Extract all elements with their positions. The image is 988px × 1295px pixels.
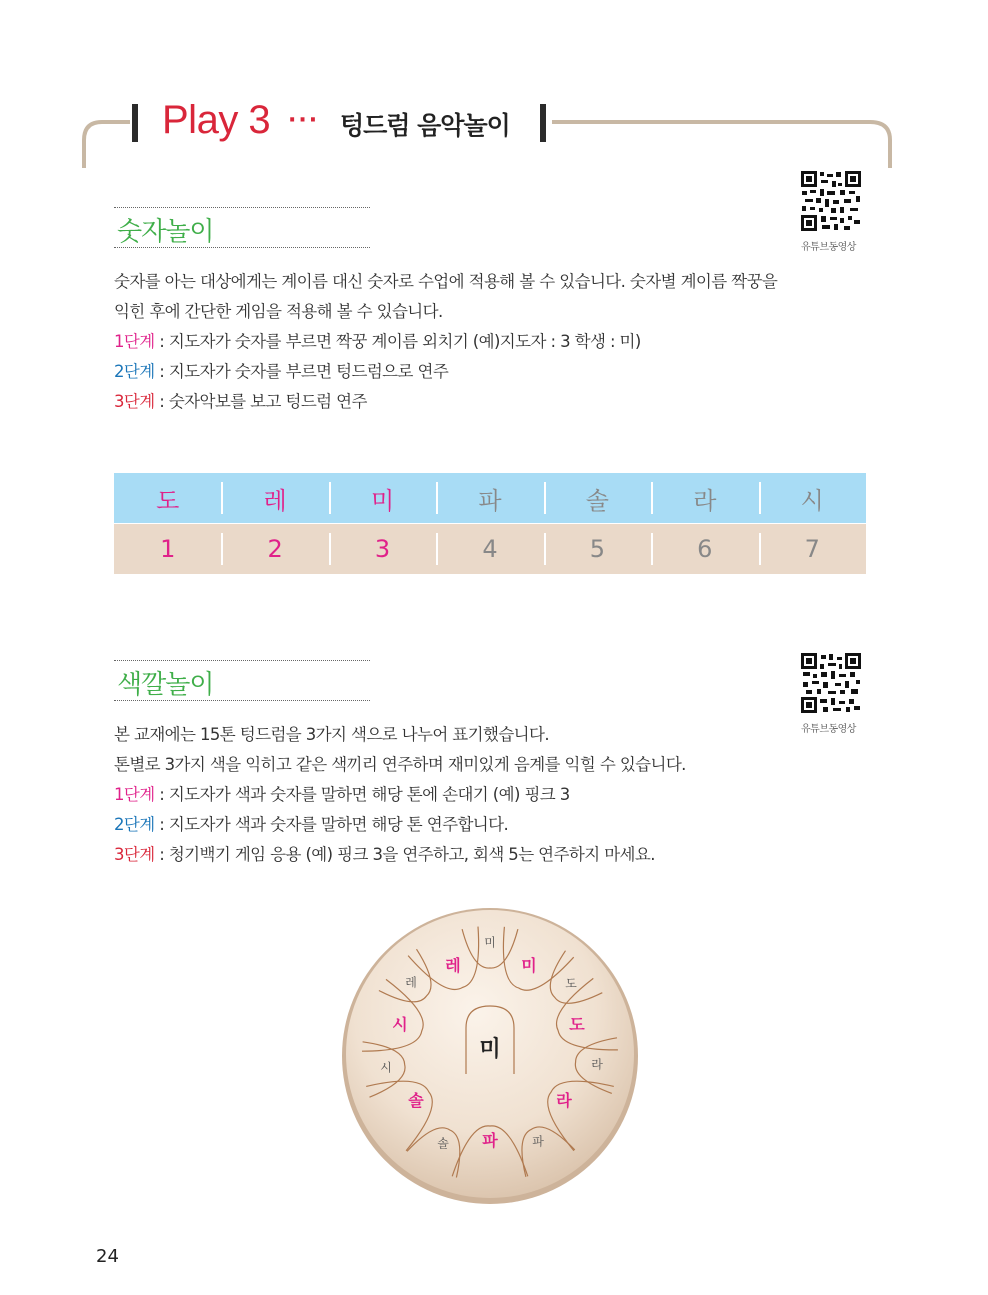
number-cell: 1 bbox=[160, 535, 176, 563]
section1-rule-top bbox=[114, 207, 370, 208]
drum-tongue-label: 레 bbox=[405, 975, 417, 990]
step-label: 2단계 bbox=[114, 815, 155, 834]
drum-tongue-label: 파 bbox=[482, 1130, 498, 1150]
section2-intro-2: 톤별로 3가지 색을 익히고 같은 색끼리 연주하며 재미있게 음계를 익힐 수 있습니다. bbox=[114, 755, 686, 774]
drum-tongue-label: 시 bbox=[380, 1060, 392, 1075]
drum-tongue-label: 미 bbox=[521, 955, 537, 975]
section1-intro-2: 익힌 후에 간단한 게임을 적용해 볼 수 있습니다. bbox=[114, 302, 443, 321]
drum-tongue-label: 레 bbox=[445, 955, 461, 975]
step-text: : 지도자가 색과 숫자를 말하면 해당 톤에 손대기 (예) 핑크 3 bbox=[154, 785, 570, 804]
note-cell: 파 bbox=[436, 473, 543, 523]
header-bar-left bbox=[132, 104, 138, 142]
note-cell: 도 bbox=[156, 486, 180, 515]
drum-center-label: 미 bbox=[479, 1037, 501, 1062]
drum-tongue-label: 라 bbox=[556, 1090, 572, 1110]
qr-code-2[interactable] bbox=[800, 652, 862, 714]
number-cell: 3 bbox=[329, 524, 436, 574]
note-number-table bbox=[114, 473, 866, 574]
qr-label-1: 유튜브동영상 bbox=[801, 242, 856, 253]
section2-title: 색깔놀이 bbox=[117, 670, 214, 700]
drum-tongue-label: 솔 bbox=[408, 1090, 424, 1110]
section2-step-2 bbox=[114, 810, 508, 840]
drum-tongue-label: 솔 bbox=[437, 1136, 449, 1151]
note-cell: 시 bbox=[759, 473, 866, 523]
number-row bbox=[114, 524, 866, 574]
number-cell: 4 bbox=[436, 524, 543, 574]
section2-step-3 bbox=[114, 840, 655, 870]
section1-step-1 bbox=[114, 327, 641, 357]
step-text: : 지도자가 숫자를 부르면 텅드럼으로 연주 bbox=[154, 362, 449, 381]
play-title: Play 3 bbox=[162, 98, 271, 142]
step-label: 1단계 bbox=[114, 332, 155, 351]
drum-tongue-label: 파 bbox=[532, 1134, 544, 1149]
note-cell: 레 bbox=[221, 473, 328, 523]
number-cell: 5 bbox=[544, 524, 651, 574]
step-text: : 청기백기 게임 응용 (예) 핑크 3을 연주하고, 회색 5는 연주하지 마세요. bbox=[154, 845, 655, 864]
section1-intro-1: 숫자를 아는 대상에게는 계이름 대신 숫자로 수업에 적용해 볼 수 있습니다. 숫자별 계이름 짝꿍을 bbox=[114, 272, 778, 291]
step-text: : 지도자가 색과 숫자를 말하면 해당 톤 연주합니다. bbox=[154, 815, 509, 834]
section1-step-2 bbox=[114, 357, 448, 387]
header-bar-right bbox=[540, 104, 546, 142]
qr-code-1[interactable] bbox=[800, 170, 862, 232]
drum-tongue-label: 도 bbox=[569, 1014, 585, 1034]
drum-tongue-label: 도 bbox=[565, 976, 577, 991]
step-label: 2단계 bbox=[114, 362, 155, 381]
section1-rule-bottom bbox=[114, 247, 370, 248]
note-cell: 솔 bbox=[544, 473, 651, 523]
number-cell: 6 bbox=[651, 524, 758, 574]
drum-tongue-label: 시 bbox=[392, 1014, 408, 1034]
number-cell: 2 bbox=[221, 524, 328, 574]
tongue-drum bbox=[340, 906, 640, 1206]
qr-label-2: 유튜브동영상 bbox=[801, 724, 856, 735]
drum-tongue-label: 라 bbox=[591, 1057, 603, 1072]
step-text: : 숫자악보를 보고 텅드럼 연주 bbox=[154, 392, 367, 411]
step-label: 3단계 bbox=[114, 845, 155, 864]
note-cell: 미 bbox=[329, 473, 436, 523]
step-text: : 지도자가 숫자를 부르면 짝꿍 계이름 외치기 (예)지도자 : 3 학생 : 미) bbox=[154, 332, 641, 351]
step-label: 1단계 bbox=[114, 785, 155, 804]
section1-title: 숫자놀이 bbox=[117, 217, 214, 247]
page-number: 24 bbox=[96, 1246, 119, 1267]
play-dots: ··· bbox=[288, 108, 320, 133]
section1-step-3 bbox=[114, 387, 367, 417]
note-cell: 라 bbox=[651, 473, 758, 523]
play-subtitle: 텅드럼 음악놀이 bbox=[340, 111, 510, 140]
note-row bbox=[114, 473, 866, 523]
section2-step-1 bbox=[114, 780, 570, 810]
drum-tongue-label: 미 bbox=[484, 935, 496, 950]
section2-rule-top bbox=[114, 660, 370, 661]
number-cell: 7 bbox=[759, 524, 866, 574]
step-label: 3단계 bbox=[114, 392, 155, 411]
section2-rule-bottom bbox=[114, 700, 370, 701]
section2-intro-1: 본 교재에는 15톤 텅드럼을 3가지 색으로 나누어 표기했습니다. bbox=[114, 725, 549, 744]
